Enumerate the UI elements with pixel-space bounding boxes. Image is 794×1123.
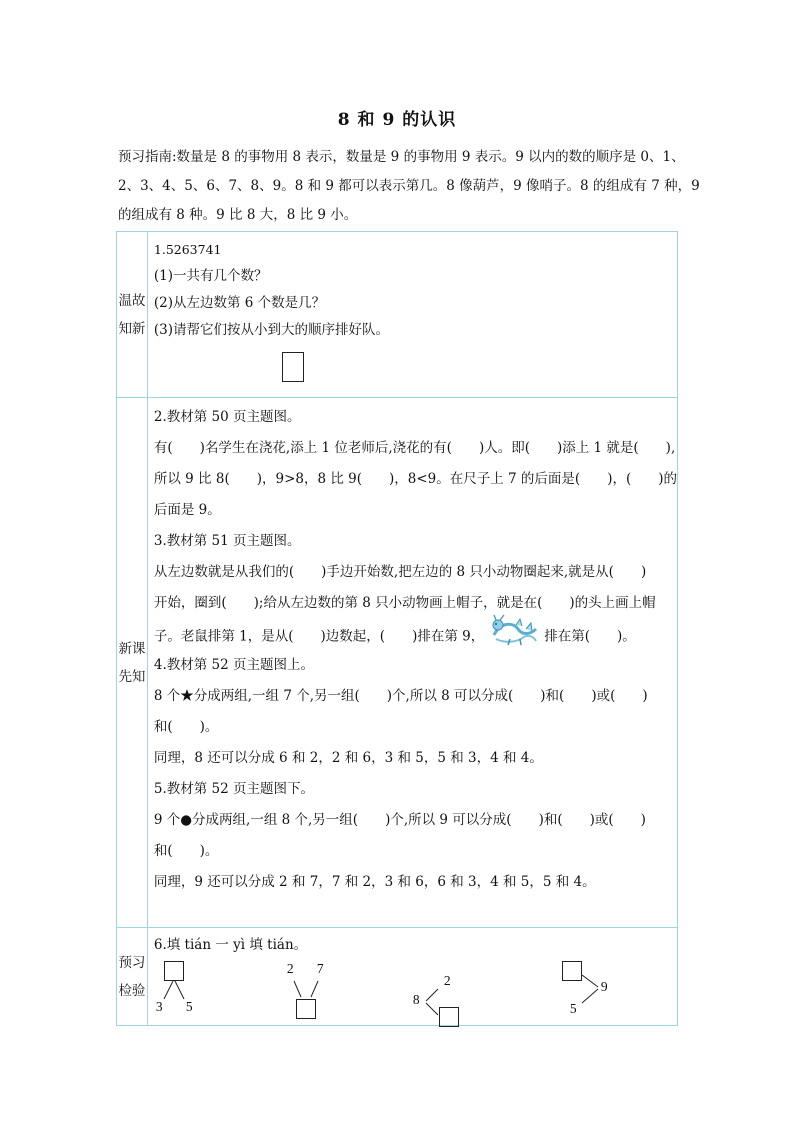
label-line: 先知 bbox=[118, 668, 146, 685]
guide-line-3: 的组成有 8 种。9 比 8 大，8 比 9 小。 bbox=[118, 207, 358, 223]
blank-answer-box bbox=[282, 352, 304, 382]
diagram-number: 9 bbox=[600, 979, 608, 994]
item-3-line-with-image bbox=[154, 619, 677, 650]
answer-box bbox=[296, 999, 316, 1019]
item-2-heading: 2.教材第 50 页主题图。 bbox=[153, 409, 301, 425]
diagram-number: 5 bbox=[185, 999, 193, 1014]
answer-box bbox=[439, 1007, 459, 1027]
section-new-content bbox=[147, 398, 677, 928]
dragon-illustration-icon bbox=[486, 613, 542, 649]
label-line: 预习 bbox=[118, 954, 146, 971]
item-5-heading: 5.教材第 52 页主题图下。 bbox=[153, 781, 315, 797]
item-2-line: 后面是 9。 bbox=[153, 502, 221, 518]
item-5-line: 同理，9 还可以分成 2 和 7，7 和 2，3 和 6，6 和 3，4 和 5，5 和 4。 bbox=[153, 874, 596, 890]
guide-line-1: 预习指南:数量是 8 的事物用 8 表示，数量是 9 的事物用 9 表示。9 以内的数的顺序是 0、1、 bbox=[118, 149, 685, 165]
diagram-number: 7 bbox=[316, 961, 324, 976]
question-2: (2)从左边数第 6 个数是几？ bbox=[153, 295, 326, 311]
item-4-line: 8 个★分成两组,一组 7 个,另一组( )个,所以 8 可以分成( )和( )或( ) bbox=[153, 688, 648, 704]
page-title: 8 和 9 的认识 bbox=[337, 110, 457, 130]
item-5-line: 和( )。 bbox=[153, 843, 219, 859]
composition-diagrams bbox=[154, 959, 677, 1025]
guide-line-2: 2、3、4、5、6、7、8、9。8 和 9 都可以表示第几。8 像葫芦，9 像哨子。8 的组成有 7 种，9 bbox=[118, 178, 700, 194]
diagram-number: 5 bbox=[569, 1001, 577, 1016]
item-4-line: 同理，8 还可以分成 6 和 2，2 和 6，3 和 5，5 和 3，4 和 4。 bbox=[153, 750, 543, 766]
section-label-check bbox=[117, 928, 148, 1026]
number-sequence: 1.5263741 bbox=[153, 242, 222, 257]
preview-guide bbox=[118, 143, 700, 230]
item-5-line: 9 个●分成两组,一组 8 个,另一组( )个,所以 9 可以分成( )和( )或( ) bbox=[153, 812, 646, 828]
item-2-line: 所以 9 比 8( )，9>8，8 比 9( )，8<9。在尺子上 7 的后面是( )，( )的 bbox=[153, 471, 677, 487]
section-label-review bbox=[117, 232, 148, 398]
label-line: 新课 bbox=[118, 640, 146, 657]
diagram-number: 2 bbox=[443, 973, 451, 988]
label-line: 温故 bbox=[118, 292, 146, 309]
section-review-content bbox=[147, 232, 677, 398]
label-line: 检验 bbox=[118, 982, 146, 999]
section-label-new bbox=[117, 398, 148, 928]
item-4-line: 和( )。 bbox=[153, 719, 219, 735]
item-3-line: 从左边数就是从我们的( )手边开始数,把左边的 8 只小动物圈起来,就是从( ) bbox=[153, 564, 647, 580]
section-check-content bbox=[147, 928, 677, 1026]
label-line: 知新 bbox=[118, 320, 146, 337]
item-4-heading: 4.教材第 52 页主题图上。 bbox=[153, 657, 315, 673]
item-3-text-end: 排在第( )。 bbox=[544, 628, 636, 645]
diagram-number: 3 bbox=[155, 999, 163, 1014]
answer-box bbox=[562, 961, 582, 981]
diagram-number: 8 bbox=[412, 992, 420, 1007]
item-6-heading: 6.填 tián 一 yì 填 tián。 bbox=[153, 937, 308, 953]
question-1: (1)一共有几个数？ bbox=[153, 268, 268, 284]
item-3-line: 开始，圈到( );给从左边数的第 8 只小动物画上帽子，就是在( )的头上画上帽 bbox=[153, 595, 656, 611]
item-3-text: 子。老鼠排第 1，是从( )边数起，( )排在第 9， bbox=[153, 628, 485, 645]
item-2-line: 有( )名学生在浇花,添上 1 位老师后,浇花的有( )人。即( )添上 1 就是( ), bbox=[153, 440, 676, 456]
question-3: (3)请帮它们按从小到大的顺序排好队。 bbox=[153, 322, 390, 338]
worksheet-table bbox=[116, 231, 678, 1026]
item-3-heading: 3.教材第 51 页主题图。 bbox=[153, 533, 301, 549]
diagram-number: 2 bbox=[286, 961, 294, 976]
answer-box bbox=[164, 961, 184, 981]
